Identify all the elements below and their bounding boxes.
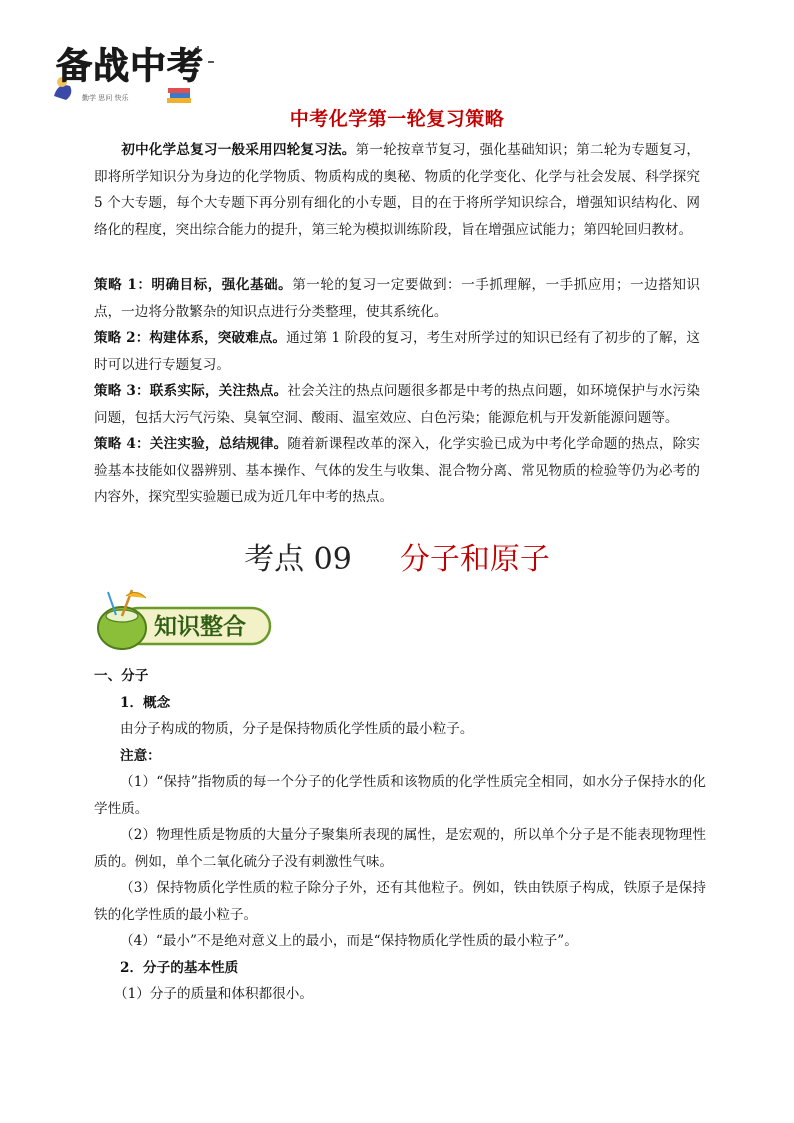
coconut-icon: [98, 590, 146, 649]
strategy-label: 策略 3：联系实际，关注热点。: [94, 383, 288, 399]
strategy-text: 第一轮的复习一定要做到：一手抓理解，一手抓应用；一边搭知识点，一边将分散繁杂的知识点进行分类整理，使其系统化。: [94, 277, 700, 320]
intro-paragraph: [94, 137, 700, 243]
note-label: 注意：: [120, 747, 161, 764]
definition-text: 由分子构成的物质，分子是保持物质化学性质的最小粒子。: [120, 721, 474, 737]
badge-label: 知识整合: [154, 614, 246, 640]
strategy-label: 策略 2：构建体系，突破难点。: [94, 330, 287, 346]
subsection-heading: 1．概念: [120, 694, 171, 711]
property-item: （1）分子的质量和体积都很小。: [114, 986, 313, 1002]
intro-body: 第一轮按章节复习，强化基础知识；第二轮为专题复习，即将所学知识分为身边的化学物质、物质构成的奥秘、物质的化学变化、化学与社会发展、科学探究 5 个大专题，每个大专题下再分别有细化的小专题，目的在于将所学知识综合，增强知识结构化、网络化的程度，突出综合能力的提升，第三轮为模拟训练阶段，旨在增强应试能力；第四轮回归教材。: [94, 142, 700, 238]
topic-number: 考点 09: [244, 542, 352, 577]
note-item: （2）物理性质是物质的大量分子聚集所表现的属性，是宏观的，所以单个分子是不能表现物理性质的。例如，单个二氧化硫分子没有刺激性气味。: [94, 827, 706, 870]
note-item: （3）保持物质化学性质的粒子除分子外，还有其他粒子。例如，铁由铁原子构成，铁原子是保持铁的化学性质的最小粒子。: [94, 880, 706, 923]
knowledge-badge: [92, 586, 274, 652]
note-item: （1）“保持”指物质的每一个分子的化学性质和该物质的化学性质完全相同，如水分子保持水的化学性质。: [94, 774, 706, 817]
strategy-item: [94, 431, 700, 511]
topic-heading: [0, 534, 794, 578]
logo-text: 备战中考: [56, 46, 205, 87]
logo: [48, 38, 216, 108]
page-title: 中考化学第一轮复习策略: [289, 108, 505, 130]
logo-books-icon: [167, 88, 191, 103]
logo-tagline: 勤学 思问 快乐: [82, 94, 129, 102]
section-heading: 一、分子: [94, 668, 149, 684]
strategy-list: [94, 272, 700, 511]
strategy-item: [94, 325, 700, 378]
strategy-label: 策略 1：明确目标，强化基础。: [94, 277, 293, 293]
strategy-text: 社会关注的热点问题很多都是中考的热点问题，如环境保护与水污染问题，包括大污气污染、臭氧空洞、酸雨、温室效应、白色污染；能源危机与开发新能源问题等。: [94, 383, 700, 426]
strategy-item: [94, 378, 700, 431]
topic-name: 分子和原子: [399, 542, 550, 577]
content-section: [94, 663, 706, 1008]
strategy-text: 随着新课程改革的深入，化学实验已成为中考化学命题的热点，除实验基本技能如仪器辨别、基本操作、气体的发生与收集、混合物分离、常见物质的检验等仍为必考的内容外，探究型实验题已成为近几年中考的热点。: [94, 436, 700, 505]
strategy-label: 策略 4：关注实验，总结规律。: [94, 436, 288, 452]
subsection-heading: 2．分子的基本性质: [120, 959, 239, 976]
note-item: （4）“最小”不是绝对意义上的最小，而是“保持物质化学性质的最小粒子”。: [120, 933, 578, 949]
strategy-item: [94, 272, 700, 325]
intro-lead: 初中化学总复习一般采用四轮复习法。: [121, 142, 356, 158]
strategy-text: 通过第 1 阶段的复习，考生对所学过的知识已经有了初步的了解，这时可以进行专题复习。: [94, 330, 700, 373]
